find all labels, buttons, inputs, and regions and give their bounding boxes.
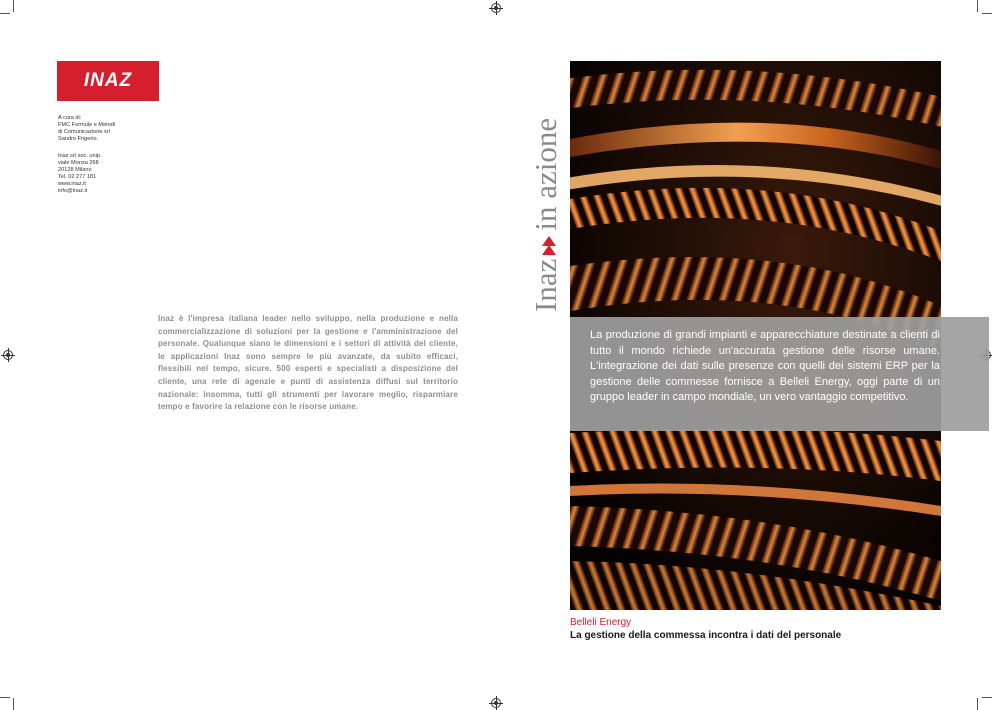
series-title-right: in azione — [528, 117, 563, 231]
crop-mark — [13, 0, 14, 12]
website-link[interactable]: www.inaz.it — [58, 181, 86, 187]
address-block — [58, 153, 102, 195]
credits-line: FMC Formule e Metodi — [58, 122, 116, 128]
case-subtitle: La gestione della commessa incontra i dati del personale — [570, 630, 842, 641]
credits-line: di Comunicazione srl — [58, 129, 110, 135]
address-line: Inaz srl soc. unip. — [58, 153, 102, 159]
highlight-band — [570, 317, 989, 431]
inaz-logo — [57, 61, 159, 101]
double-arrow-icon — [542, 235, 556, 255]
email-link[interactable]: info@inaz.it — [58, 188, 88, 194]
series-title-left: Inaz — [528, 258, 563, 312]
logo-text: INAZ — [83, 70, 133, 91]
crop-mark — [977, 0, 978, 12]
crop-mark — [982, 13, 992, 14]
credits-line: A cura di: — [58, 115, 82, 121]
address-line: 20128 Milano — [58, 167, 92, 173]
registration-mark-icon — [491, 3, 501, 13]
crop-mark — [0, 697, 10, 698]
crop-mark — [13, 698, 14, 710]
band-paragraph: La produzione di grandi impianti e apparecchiature destinate a clienti di tutto il mondo richiede un'accurata gestione delle risorse umane. L'integrazione dei dati sulle presenze con quelli dei sistemi ERP per la gestione delle commesse fornisce a Belleli Energy, oggi parte di un gruppo leader in campo mondiale, un vero vantaggio competitivo. — [590, 329, 940, 404]
address-line: Tel. 02 277 181 — [58, 174, 97, 180]
series-title — [528, 52, 563, 312]
credits-block — [58, 115, 115, 143]
intro-paragraph: Inaz è l'impresa italiana leader nello sviluppo, nella produzione e nella commercializzazione di soluzioni per la gestione e l'amministrazione del personale. Qualunque siano le dimensioni e i settori di attività del cliente, le applicazioni Inaz sono sempre le più avanzate, da subito efficaci, flessibili nel tempo, sicure. 500 esperti e specialisti a disposizione del cliente, una rete di agenzie e punti di assistenza diffusi sul territorio nazionale: insomma, tutti gli strumenti per lavorare meglio, risparmiare tempo e favorire la relazione con le risorse umane. — [158, 314, 458, 412]
crop-mark — [982, 697, 992, 698]
case-company-name: Belleli Energy — [570, 617, 632, 628]
address-line: viale Monza 268 — [58, 160, 99, 166]
crop-mark — [977, 698, 978, 710]
crop-mark — [0, 13, 10, 14]
credits-line: Sandro Frigerio — [58, 136, 97, 142]
registration-mark-icon — [491, 698, 501, 708]
registration-mark-icon — [3, 350, 13, 360]
